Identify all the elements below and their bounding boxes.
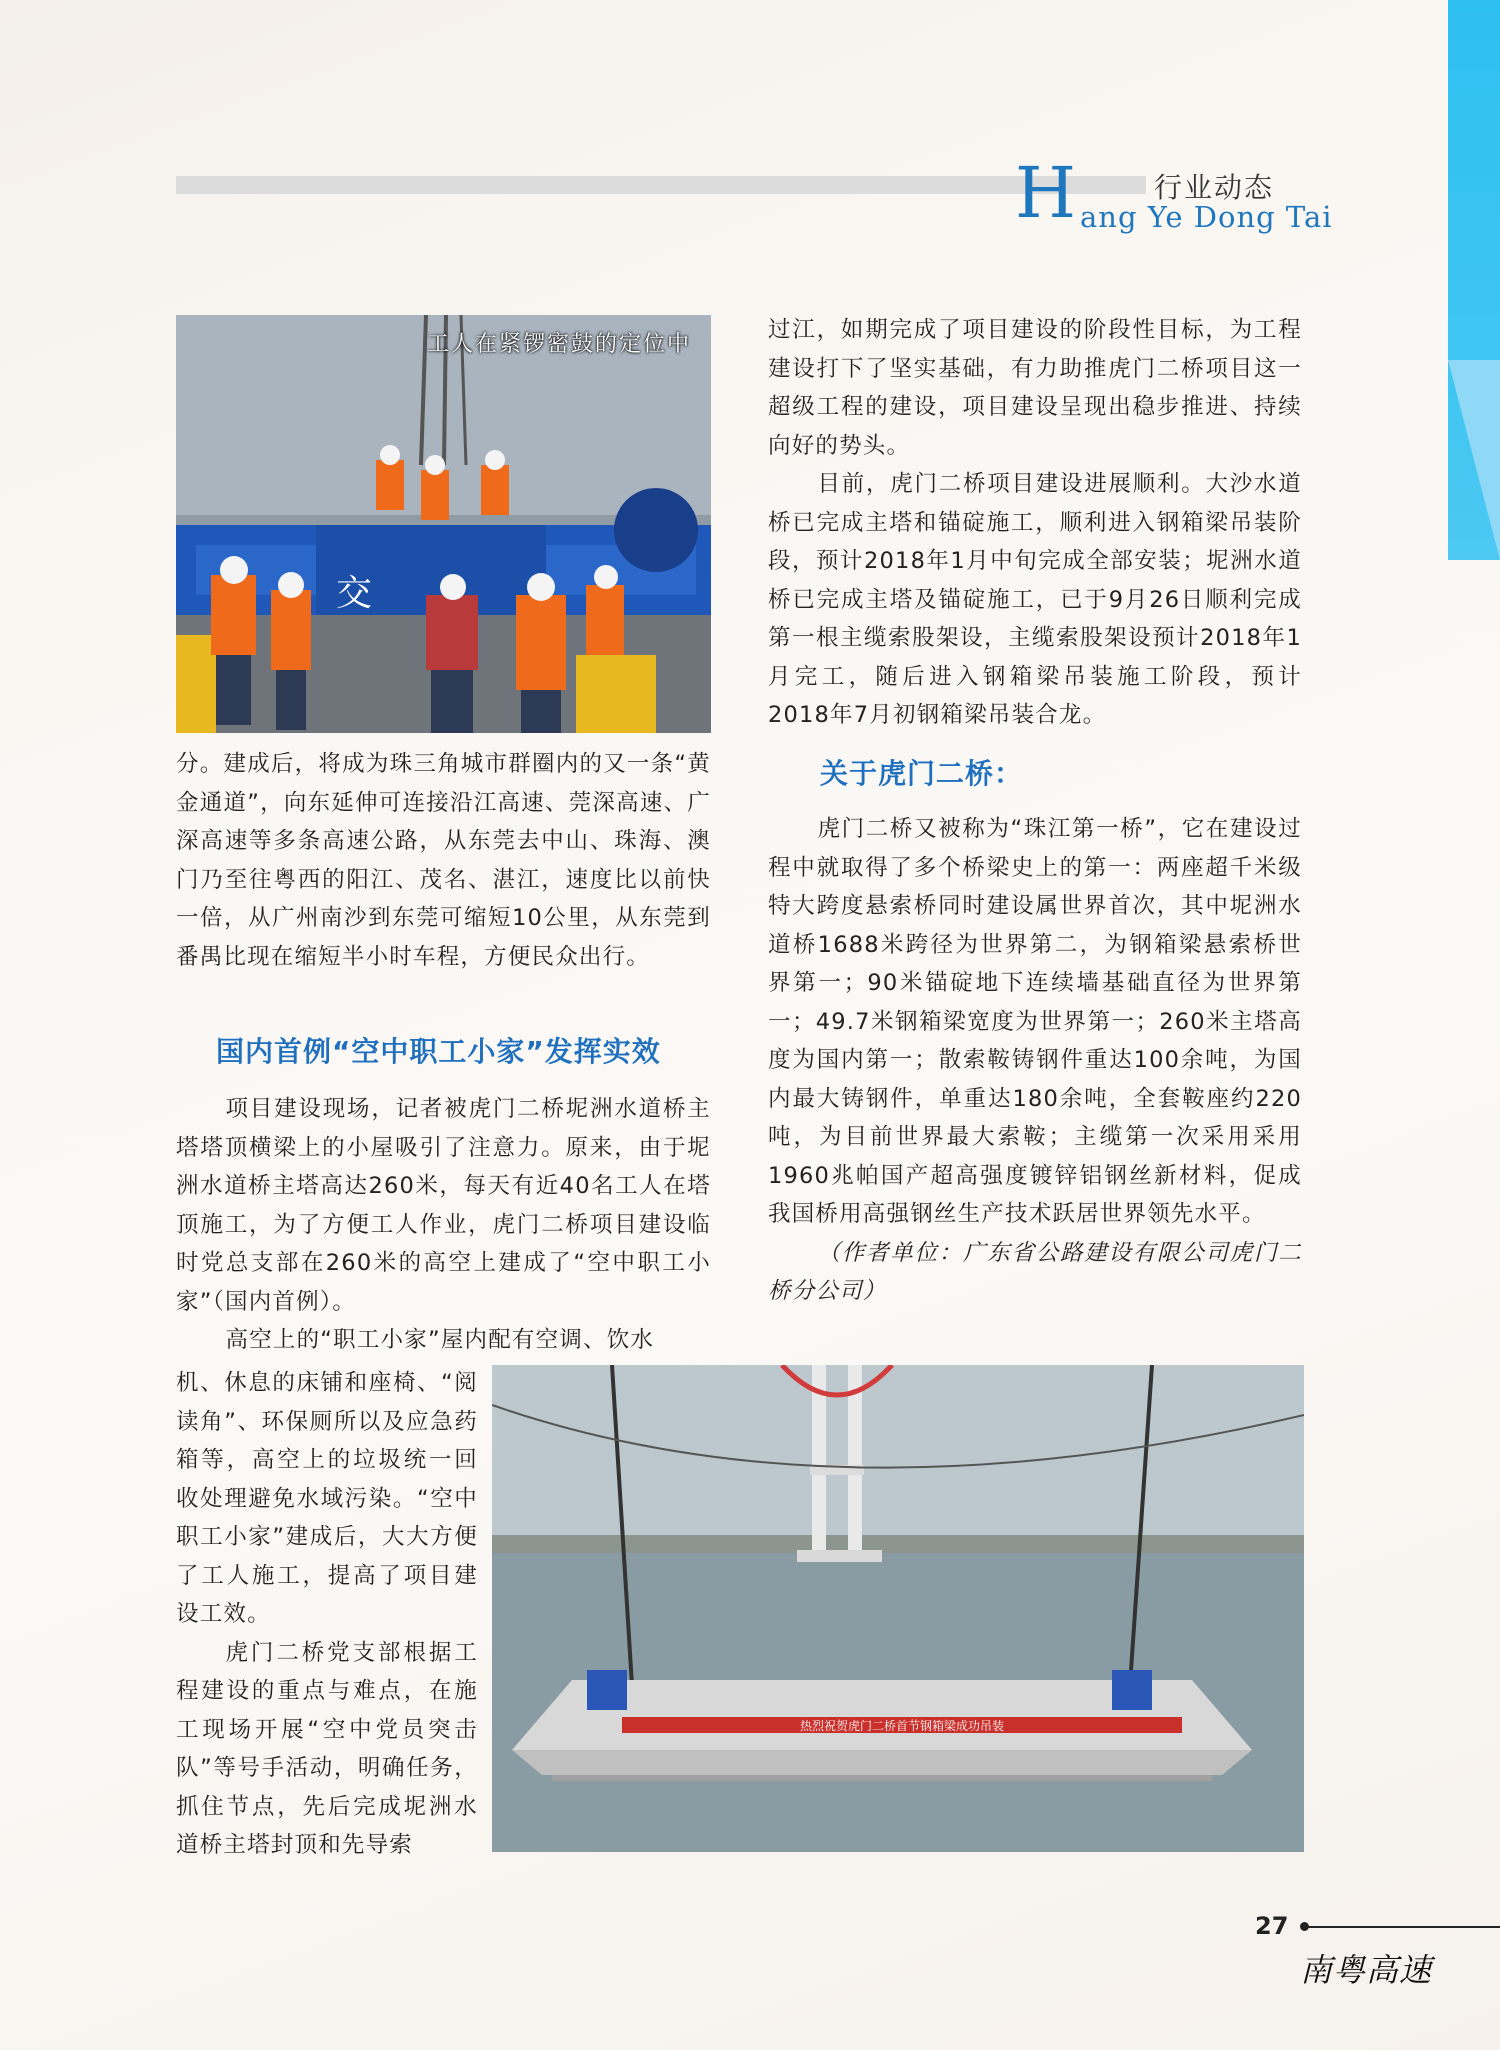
footer-rule bbox=[1305, 1926, 1500, 1928]
bridge-photo-illustration bbox=[492, 1365, 1304, 1852]
author-note: （作者单位：广东省公路建设有限公司虎门二桥分公司） bbox=[768, 1239, 1302, 1304]
magazine-logo: 南粤高速 bbox=[1300, 1951, 1433, 1989]
right-column bbox=[768, 311, 1302, 735]
paragraph: 项目建设现场，记者被虎门二桥坭洲水道桥主塔塔顶横梁上的小屋吸引了注意力。原来，由于坭洲水道桥主塔高达260米，每天有近40名工人在塔顶施工，为了方便工人作业，虎门二桥项目建设临时党总支部在260米的高空上建成了“空中职工小家”（国内首例）。 bbox=[176, 1096, 711, 1315]
paragraph: 虎门二桥又被称为“珠江第一桥”，它在建设过程中就取得了多个桥梁史上的第一：两座超千米级特大跨度悬索桥同时建设属世界首次，其中坭洲水道桥1688米跨径为世界第二，为钢箱梁悬索桥世界第一；90米锚碇地下连续墙基础直径为世界第一；49.7米钢箱梁宽度为世界第一；260米主塔高度为国内第一；散索鞍铸钢件重达100余吨，为国内最大铸钢件，单重达180余吨，全套鞍座约220吨，为目前世界最大索鞍；主缆第一次采用采用1960兆帕国产超高强度镀锌铝钢丝新材料，促成我国桥用高强钢丝生产技术跃居世界领先水平。 bbox=[768, 816, 1302, 1227]
left-column-mid bbox=[176, 1090, 711, 1360]
barge-sign: 交 bbox=[336, 573, 373, 614]
banner-text: 热烈祝贺虎门二桥首节钢箱梁成功吊装 bbox=[799, 1719, 1005, 1733]
left-column bbox=[176, 745, 711, 976]
section-heading: 国内首例“空中职工小家”发挥实效 bbox=[216, 1035, 661, 1068]
paragraph: 目前，虎门二桥项目建设进展顺利。大沙水道桥已完成主塔和锚碇施工，顺利进入钢箱梁吊装阶段，预计2018年1月中旬完成全部安装；坭洲水道桥已完成主塔及锚碇施工，已于9月26日顺利完成第一根主缆索股架设，主缆索股架设预计2018年1月完工，随后进入钢箱梁吊装施工阶段，预计2018年7月初钢箱梁吊装合龙。 bbox=[768, 471, 1302, 728]
paragraph: 分。建成后，将成为珠三角城市群圈内的又一条“黄金通道”，向东延伸可连接沿江高速、莞深高速、广深高速等多条高速公路，从东莞去中山、珠海、澳门乃至往粤西的阳江、茂名、湛江，速度比以前快一倍，从广州南沙到东莞可缩短10公里，从东莞到番禺比现在缩短半小时车程，方便民众出行。 bbox=[176, 751, 711, 970]
section-title-en: ang Ye Dong Tai bbox=[1080, 200, 1333, 234]
header-rule bbox=[176, 176, 1146, 194]
bridge-photo bbox=[492, 1365, 1304, 1852]
right-column-lower bbox=[768, 810, 1302, 1311]
section-title-cn: 行业动态 bbox=[1150, 166, 1278, 206]
page-number: 27 bbox=[1255, 1912, 1289, 1940]
section-heading: 关于虎门二桥： bbox=[820, 757, 1024, 790]
header-letter: H bbox=[1015, 152, 1077, 234]
left-column-wrap bbox=[176, 1364, 478, 1865]
paragraph: 高空上的“职工小家”屋内配有空调、饮水 bbox=[225, 1327, 655, 1353]
paragraph: 过江，如期完成了项目建设的阶段性目标，为工程建设打下了坚实基础，有力助推虎门二桥项目这一超级工程的建设，项目建设呈现出稳步推进、持续向好的势头。 bbox=[768, 317, 1302, 459]
workers-photo-illustration bbox=[176, 315, 711, 733]
paragraph: 机、休息的床铺和座椅、“阅读角”、环保厕所以及应急药箱等，高空上的垃圾统一回收处理避免水域污染。“空中职工小家”建成后，大大方便了工人施工，提高了项目建设工效。 bbox=[176, 1370, 478, 1627]
blue-accent-triangle bbox=[1448, 360, 1500, 560]
photo-caption: 工人在紧锣密鼓的定位中 bbox=[426, 332, 691, 357]
workers-photo bbox=[176, 315, 711, 733]
paragraph: 虎门二桥党支部根据工程建设的重点与难点，在施工现场开展“空中党员突击队”等号手活动，明确任务，抓住节点，先后完成坭洲水道桥主塔封顶和先导索 bbox=[176, 1639, 478, 1858]
